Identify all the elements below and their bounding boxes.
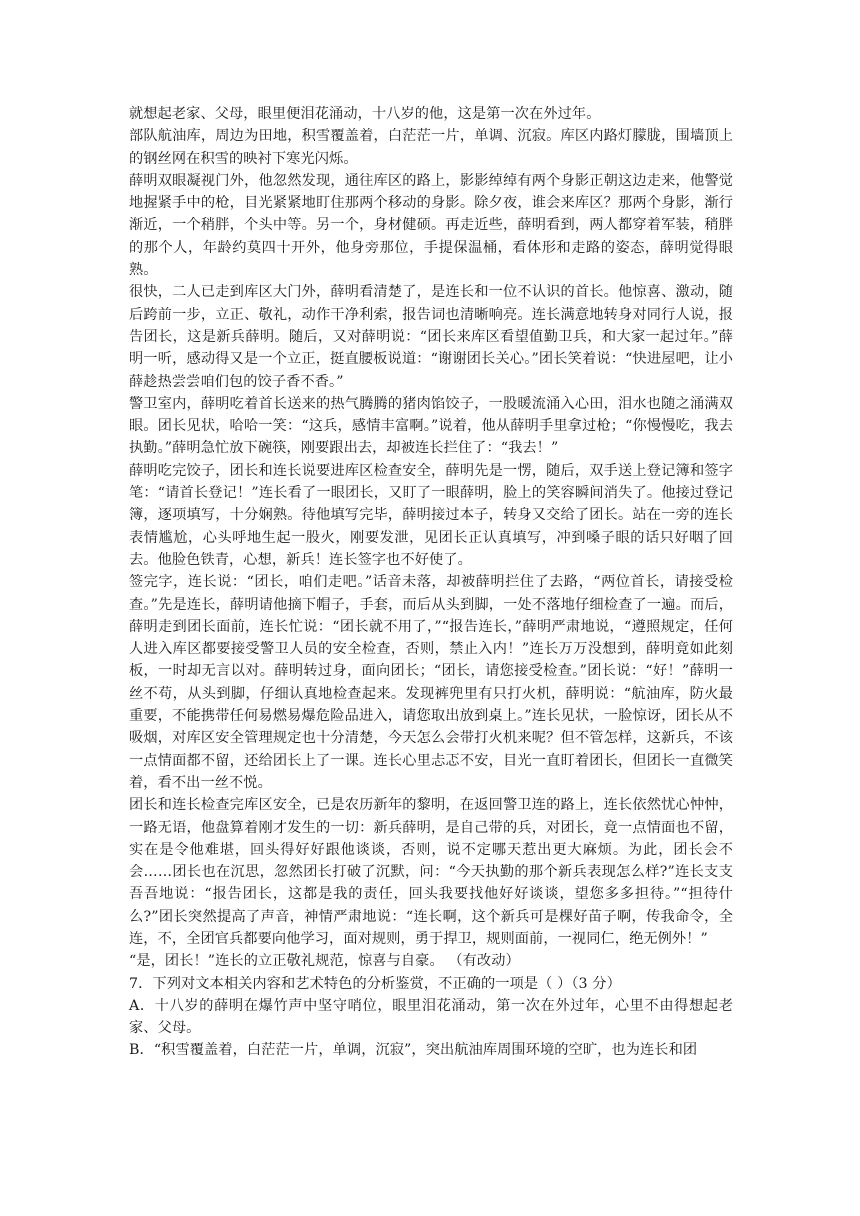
paragraph-3: 薛明双眼凝视门外，他忽然发现，通往库区的路上，影影绰绰有两个身影正朝这边走来，他警觉地握紧手中的枪，目光紧紧地盯住那两个移动的身影。除夕夜，谁会来库区？那两个身影，渐行渐近，一个稍胖，个头中等。另一个，身材健硕。再走近些，薛明看到，两人都穿着军装，稍胖的那个人，年龄约莫四十开外，他身旁那位，手提保温桶，看体形和走路的姿态，薛明觉得眼熟。 [129, 172, 733, 279]
paragraph-2: 部队航油库，周边为田地，积雪覆盖着，白茫茫一片，单调、沉寂。库区内路灯朦胧，围墙顶上的钢丝网在积雪的映衬下寒光闪烁。 [129, 128, 733, 167]
paragraph-5: 警卫室内，薛明吃着首长送来的热气腾腾的猪肉馅饺子，一股暖流涌入心田，泪水也随之涌满双眼。团长见状，哈哈一笑：“这兵，感情丰富啊。”说着，他从薛明手里拿过枪；“你慢慢吃，我去执勤。”薛明急忙放下碗筷，刚要跟出去，却被连长拦住了：“我去！” [129, 395, 733, 457]
question-option-a: A．十八岁的薛明在爆竹声中坚守哨位，眼里泪花涌动，第一次在外过年，心里不由得想起老家、父母。 [129, 997, 733, 1037]
question-option-b: B．“积雪覆盖着，白茫茫一片，单调，沉寂”，突出航油库周围环境的空旷，也为连长和团 [129, 1042, 698, 1059]
paragraph-1: 就想起老家、父母，眼里便泪花涌动，十八岁的他，这是第一次在外过年。 [129, 106, 601, 122]
paragraph-9: “是，团长！”连长的立正敬礼规范，惊喜与自豪。 （有改动） [129, 953, 520, 970]
document-page [129, 103, 733, 1062]
paragraph-8: 团长和连长检查完库区安全，已是农历新年的黎明，在返回警卫连的路上，连长依然忧心忡忡，一路无语，他盘算着刚才发生的一切：新兵薛明，是自己带的兵，对团长，竟一点情面也不留，实在是令他难堪，回头得好好跟他谈谈，否则，说不定哪天惹出更大麻烦。为此，团长会不会……团长也在沉思，忽然团长打破了沉默，问：“今天执勤的那个新兵表现怎么样?”连长支支吾吾地说：“报告团长，这都是我的责任，回头我要找他好好谈谈，望您多多担待。”“担待什么?”团长突然提高了声音，神情严肃地说：“连长啊，这个新兵可是棵好苗子啊，传我命令，全连，不，全团官兵都要向他学习，面对规则，勇于捍卫，规则面前，一视同仁，绝无例外！” [129, 797, 733, 947]
paragraph-6: 薛明吃完饺子，团长和连长说要进库区检查安全，薛明先是一愣，随后，双手送上登记簿和签字笔：“请首长登记！”连长看了一眼团长，又盯了一眼薛明，脸上的笑容瞬间消失了。他接过登记簿，逐项填写，十分娴熟。待他填写完毕，薛明接过本子，转身又交给了团长。站在一旁的连长表情尴尬，心头呼地生起一股火，刚要发泄，见团长正认真填写，冲到嗓子眼的话只好咽了回去。他脸色铁青，心想，新兵！连长签字也不好使了。 [129, 462, 733, 568]
paragraph-4: 很快，二人已走到库区大门外，薛明看清楚了，是连长和一位不认识的首长。他惊喜、激动，随后跨前一步，立正、敬礼，动作干净利索，报告词也清晰响亮。连长满意地转身对同行人说，报告团长，这是新兵薛明。随后，又对薛明说：“团长来库区看望值勤卫兵，和大家一起过年。”薛明一听，感动得又是一个立正，挺直腰板说道：“谢谢团长关心。”团长笑着说：“快进屋吧，让小薛趁热尝尝咱们包的饺子香不香。” [129, 284, 733, 390]
question-7 [129, 973, 733, 1062]
paragraph-7: 签完字，连长说：“团长，咱们走吧。”话音未落，却被薛明拦住了去路，“两位首长，请接受检查。”先是连长，薛明请他摘下帽子，手套，而后从头到脚，一处不落地仔细检查了一遍。而后，薛明走到团长面前，连长忙说：“团长就不用了，”“报告连长，”薛明严肃地说，“遵照规定，任何人进入库区都要接受警卫人员的安全检查，否则，禁止入内！”连长万万没想到，薛明竟如此刻板，一时却无言以对。薛明转过身，面向团长；“团长，请您接受检查。”团长说：“好！”薛明一丝不苟，从头到脚，仔细认真地检查起来。发现裤兜里有只打火机，薛明说：“航油库，防火最重要，不能携带任何易燃易爆危险品进入，请您取出放到桌上。”连长见状，一脸惊讶，团长从不吸烟，对库区安全管理规定也十分清楚，今天怎么会带打火机来呢？但不管怎样，这新兵，不该一点情面都不留，还给团长上了一课。连长心里忐忑不安，目光一直盯着团长，但团长一直微笑着，看不出一丝不悦。 [129, 574, 733, 791]
question-stem: 7．下列对文本相关内容和艺术特色的分析鉴赏，不正确的一项是（ ）（3 分） [129, 975, 621, 992]
